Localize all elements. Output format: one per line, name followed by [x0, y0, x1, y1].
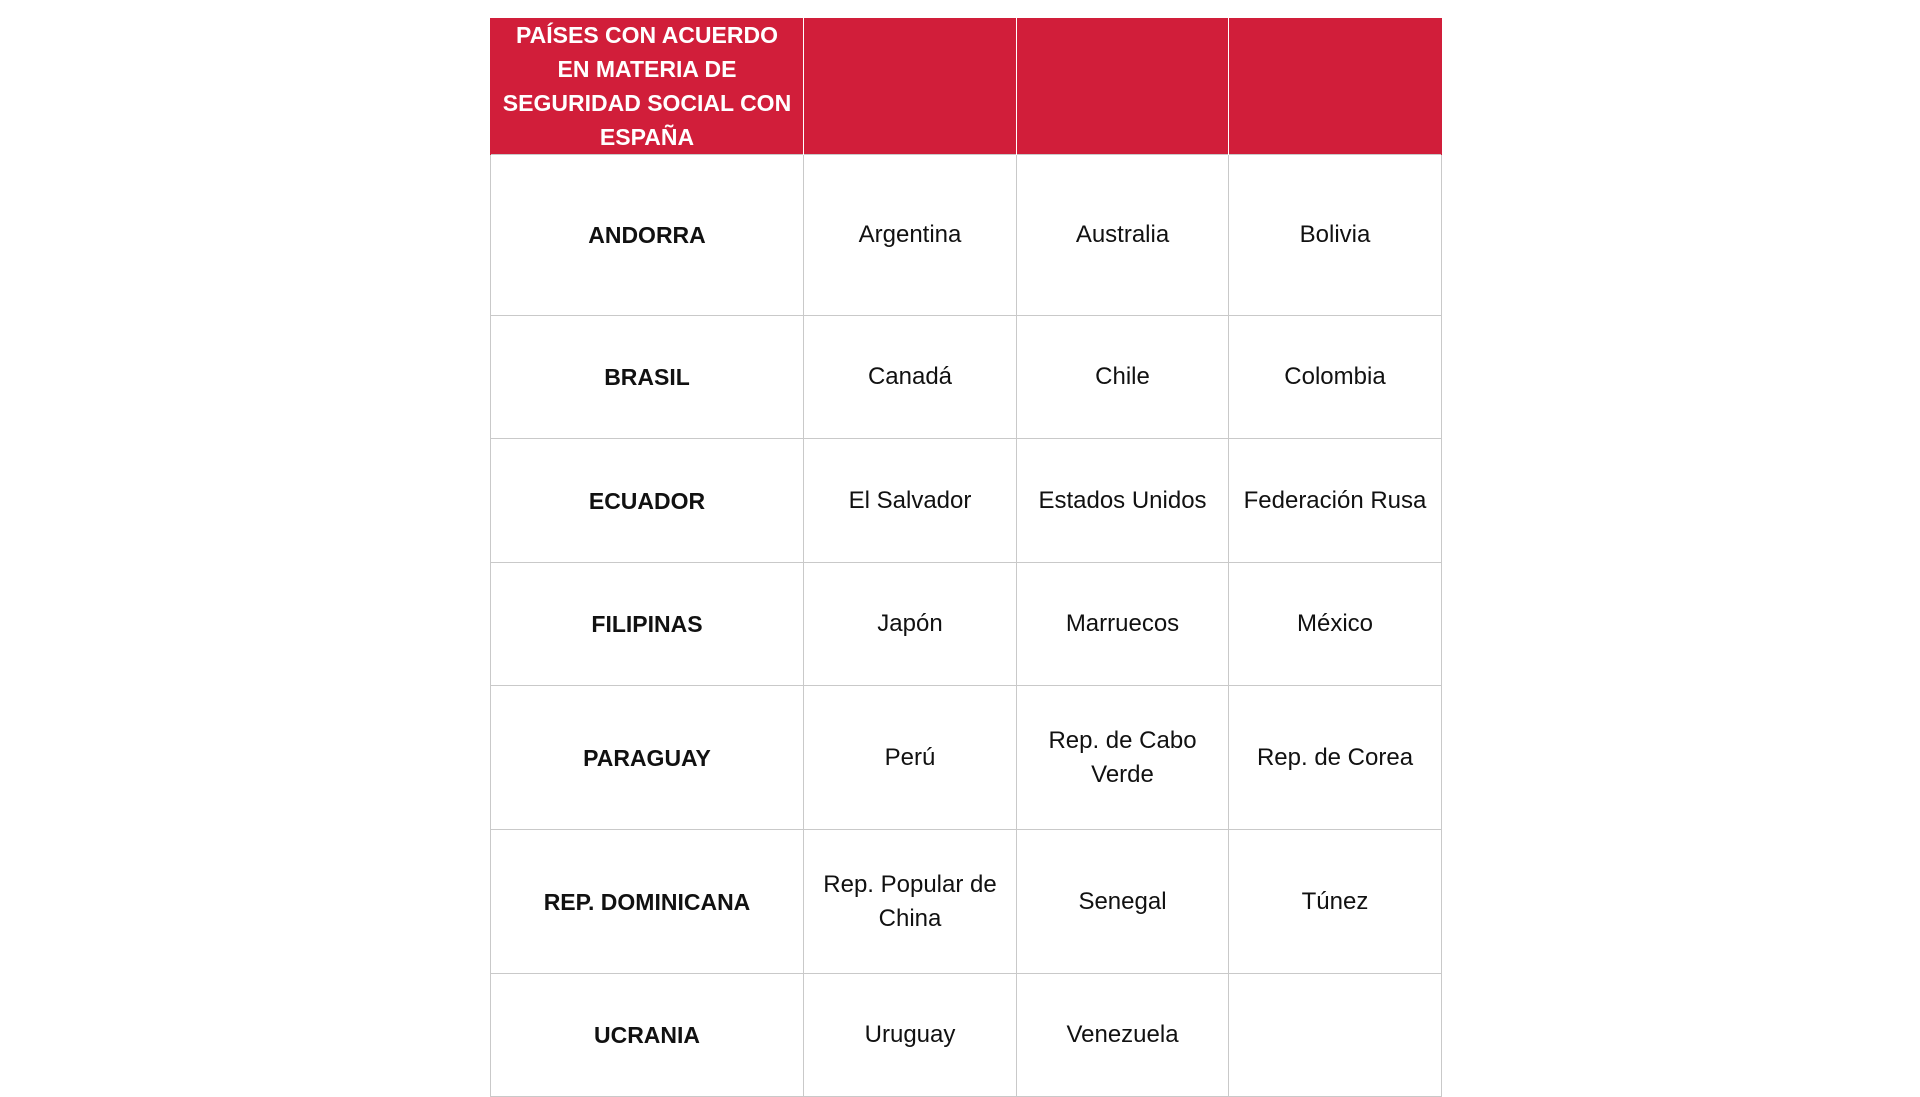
table-cell: Perú: [804, 686, 1017, 830]
table-cell: Chile: [1017, 316, 1229, 439]
table-row: [491, 439, 1442, 563]
table-cell: México: [1229, 563, 1442, 686]
table-cell: Senegal: [1017, 830, 1229, 974]
table-cell: Japón: [804, 563, 1017, 686]
table-cell: Uruguay: [804, 974, 1017, 1097]
table-cell: Túnez: [1229, 830, 1442, 974]
table-row: [491, 563, 1442, 686]
countries-table-container: [490, 18, 1441, 1097]
table-row: [491, 316, 1442, 439]
table-cell: Argentina: [804, 155, 1017, 316]
table-cell: UCRANIA: [491, 974, 804, 1097]
table-cell: ANDORRA: [491, 155, 804, 316]
table-header-cell: [1017, 18, 1229, 155]
table-cell: Bolivia: [1229, 155, 1442, 316]
table-cell: Marruecos: [1017, 563, 1229, 686]
table-cell: ECUADOR: [491, 439, 804, 563]
table-row: [491, 155, 1442, 316]
table-cell: Federación Rusa: [1229, 439, 1442, 563]
table-cell: El Salvador: [804, 439, 1017, 563]
table-cell: Canadá: [804, 316, 1017, 439]
table-cell: FILIPINAS: [491, 563, 804, 686]
table-cell: Rep. de Corea: [1229, 686, 1442, 830]
table-cell: PARAGUAY: [491, 686, 804, 830]
table-header-cell: [804, 18, 1017, 155]
table-row: [491, 974, 1442, 1097]
table-cell: Venezuela: [1017, 974, 1229, 1097]
table-cell: Colombia: [1229, 316, 1442, 439]
table-cell: BRASIL: [491, 316, 804, 439]
table-row: [491, 830, 1442, 974]
table-row: [491, 686, 1442, 830]
table-cell: [1229, 974, 1442, 1097]
table-cell: Rep. Popular de China: [804, 830, 1017, 974]
table-header-row: [491, 18, 1442, 155]
countries-table: [490, 18, 1442, 1097]
table-cell: Estados Unidos: [1017, 439, 1229, 563]
table-cell: Australia: [1017, 155, 1229, 316]
table-cell: REP. DOMINICANA: [491, 830, 804, 974]
table-cell: Rep. de Cabo Verde: [1017, 686, 1229, 830]
table-header-cell: [1229, 18, 1442, 155]
table-header-cell: PAÍSES CON ACUERDO EN MATERIA DE SEGURIDAD SOCIAL CON ESPAÑA: [491, 18, 804, 155]
